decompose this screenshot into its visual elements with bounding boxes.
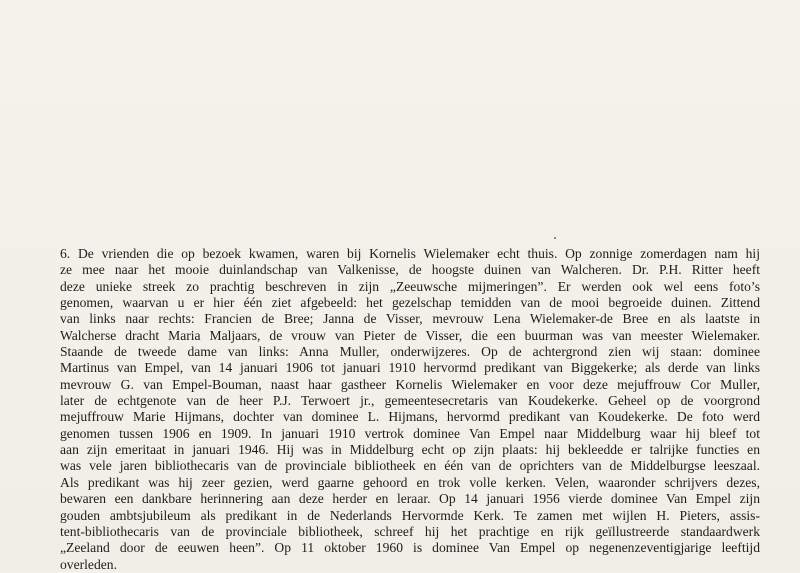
caption-line: mejuffrouw Marie Hijmans, dochter van dominee L. Hijmans, hervormd predikant van Koudekerke. De foto werd bbox=[60, 409, 760, 425]
caption-line: genomen tussen 1906 en 1909. In januari 1910 vertrok dominee Van Empel naar Middelburg waar hij bleef tot bbox=[60, 425, 760, 441]
caption-line: aan zijn emeritaat in januari 1946. Hij was in Middelburg echt op zijn plaats: hij bekleedde er talrijke functies en bbox=[60, 442, 760, 458]
caption-line: was vele jaren bibliothecaris van de provinciale bibliotheek en één van de oprichters van de Middelburgse leeszaal. bbox=[60, 458, 760, 474]
caption-line: mevrouw G. van Empel-Bouman, naast haar gastheer Kornelis Wielemaker en voor deze mejuffrouw Cor Muller, bbox=[60, 376, 760, 392]
caption-line: deze unieke streek zo prachtig beschreven in zijn „Zeeuwsche mijmeringen”. Er werden ook wel eens foto’s bbox=[60, 278, 760, 294]
photo-caption bbox=[60, 246, 760, 573]
caption-line: gouden ambtsjubileum als predikant in de Nederlands Hervormde Kerk. Te zamen met wijlen H. Pieters, assis- bbox=[60, 507, 760, 523]
caption-line: Walcherse dracht Maria Maljaars, de vrouw van Pieter de Visser, die een buurman was van meester Wielemaker. bbox=[60, 327, 760, 343]
caption-line: Als predikant was hij zeer gezien, werd gaarne gehoord en trok volle kerken. Velen, waaronder schrijvers dezes, bbox=[60, 474, 760, 490]
caption-line: bewaren een dankbare herinnering aan deze herder en leraar. Op 14 januari 1956 vierde dominee Van Empel zijn bbox=[60, 491, 760, 507]
caption-line: „Zeeland door de eeuwen heen”. Op 11 oktober 1960 is dominee Van Empel op negenenzeventigjarige leeftijd bbox=[60, 540, 760, 556]
caption-line: Martinus van Empel, van 14 januari 1906 tot januari 1910 hervormd predikant van Biggekerke; als derde van links bbox=[60, 360, 760, 376]
caption-line: van links naar rechts: Francien de Bree; Janna de Visser, mevrouw Lena Wielemaker-de Bree en als laatste in bbox=[60, 311, 760, 327]
caption-line: later de echtgenote van de heer P.J. Terwoert jr., gemeentesecretaris van Koudekerke. Geheel op de voorgrond bbox=[60, 393, 760, 409]
caption-line: overleden. bbox=[60, 556, 117, 572]
caption-line: tent-bibliothecaris van de provinciale bibliotheek, schreef hij het prachtige en rijk geïllustreerde standaardwerk bbox=[60, 523, 760, 539]
caption-line: genomen, waarvan u er hier één ziet afgebeeld: het gezelschap temidden van de mooi begroeide duinen. Zittend bbox=[60, 295, 760, 311]
print-speck bbox=[554, 237, 556, 239]
caption-line: Staande de tweede dame van links: Anna Muller, onderwijzeres. Op de achtergrond zien wij staan: dominee bbox=[60, 344, 760, 360]
caption-line: ze mee naar het mooie duinlandschap van Valkenisse, de hoogste duinen van Walcheren. Dr. P.H. Ritter heeft bbox=[60, 262, 760, 278]
caption-line: 6. De vrienden die op bezoek kwamen, waren bij Kornelis Wielemaker echt thuis. Op zonnige zomerdagen nam hij bbox=[60, 246, 760, 261]
